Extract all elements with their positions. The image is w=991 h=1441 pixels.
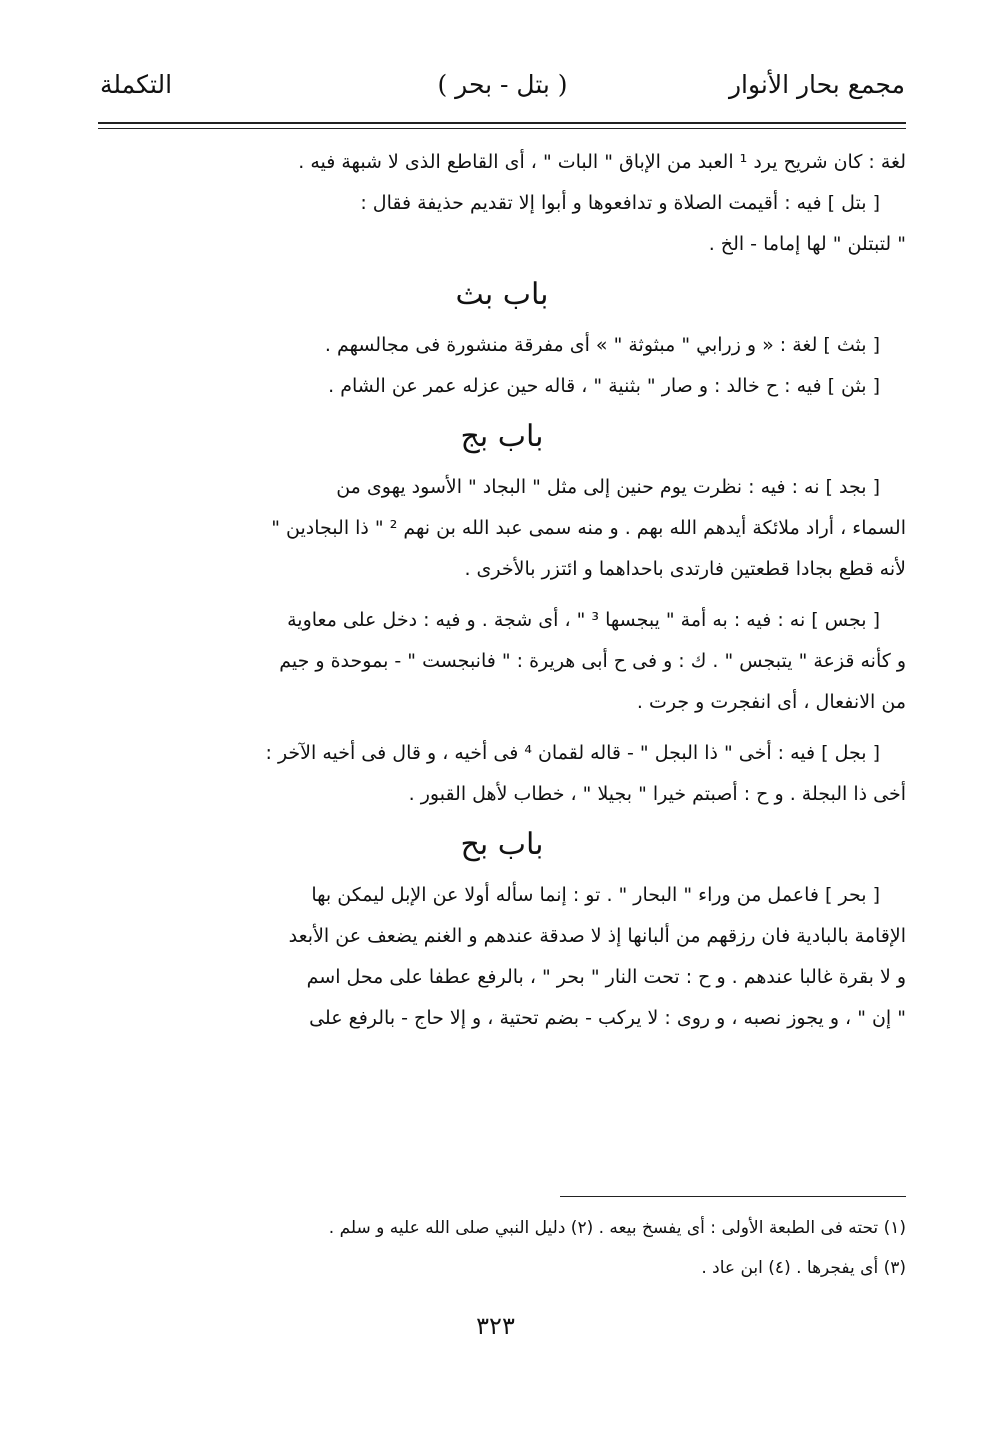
text-line: [ بثن ] فيه : ح خالد : و صار " بثنية " ، قاله حين عزله عمر عن الشام .: [328, 375, 880, 397]
header-rule-thick: [98, 122, 906, 124]
text-line: [ بجد ] نه : فيه : نظرت يوم حنين إلى مثل " البجاد " الأسود يهوى من: [336, 476, 880, 498]
section-heading-bab-baj: باب بج: [460, 419, 544, 454]
footnote-separator: [560, 1196, 906, 1197]
text-line: لغة : كان شريح يرد ¹ العبد من الإباق " البات " ، أى القاطع الذى لا شبهة فيه .: [298, 151, 906, 173]
footnote-line: (٣) أى يفجرها . (٤) ابن عاد .: [701, 1258, 906, 1278]
running-header: [100, 62, 905, 110]
text-line: من الانفعال ، أى انفجرت و جرت .: [636, 691, 906, 713]
footnote-line: (١) تحته فى الطبعة الأولى : أى يفسخ بيعه . (٢) دليل النبي صلى الله عليه و سلم .: [328, 1218, 906, 1238]
text-line: الإقامة بالبادية فان رزقهم من ألبانها إذ لا صدقة عندهم و الغنم يضعف عن الأبعد: [288, 925, 906, 947]
header-rule-thin: [98, 128, 906, 129]
text-line: " إن " ، و يجوز نصبه ، و روى : لا يركب - بضم تحتية ، و إلا حاج - بالرفع على: [309, 1007, 906, 1029]
intro-paragraph: [98, 142, 906, 265]
page-body: [98, 142, 906, 1039]
text-line: [ بتل ] فيه : أقيمت الصلاة و تدافعوها و أبوا إلا تقديم حذيفة فقال :: [360, 192, 880, 214]
bab-bath-entries: [98, 325, 906, 407]
section-heading-bab-bah: باب بح: [460, 827, 544, 862]
text-line: و لا بقرة غالبا عندهم . و ح : تحت النار " بحر " ، بالرفع عطفا على محل اسم: [306, 966, 906, 988]
text-line: أخى ذا البجلة . و ح : أصبتم خيرا " بجيلا " ، خطاب لأهل القبور .: [408, 783, 906, 805]
text-line: لأنه قطع بجادا قطعتين فارتدى باحداهما و ائتزر بالأخرى .: [464, 558, 906, 580]
text-line: [ بحر ] فاعمل من وراء " البحار " . تو : إنما سأله أولا عن الإبل ليمكن بها: [311, 884, 880, 906]
entry-bahr: [98, 875, 906, 1039]
entry-bajl: [98, 733, 906, 815]
text-line: السماء ، أراد ملائكة أيدهم الله بهم . و منه سمى عبد الله بن نهم ² " ذا البجادين ": [271, 517, 906, 539]
text-line: [ بثث ] لغة : « و زرابي " مبثوثة " » أى مفرقة منشورة فى مجالسهم .: [324, 334, 880, 356]
entry-bajd: [98, 467, 906, 590]
header-section-title: التكملة: [100, 70, 173, 99]
text-line: و كأنه قزعة " يتبجس " . ك : و فى ح أبى هريرة : " فانبجست " - بموحدة و جيم: [279, 650, 906, 672]
footnotes: [98, 1208, 906, 1288]
entry-bajs: [98, 600, 906, 723]
text-line: [ بجس ] نه : فيه : به أمة " يبجسها ³ " ، أى شجة . و فيه : دخل على معاوية: [287, 609, 880, 631]
text-line: " لتبتلن " لها إماما - الخ .: [708, 233, 906, 255]
section-heading-bab-bath: باب بث: [455, 277, 549, 312]
header-entry-range: ( بتل - بحر ): [437, 70, 568, 99]
text-line: [ بجل ] فيه : أخى " ذا البجل " - قاله لقمان ⁴ فى أخيه ، و قال فى أخيه الآخر :: [265, 742, 880, 764]
header-book-title: مجمع بحار الأنوار: [728, 70, 905, 99]
page-number: ٣٢٣: [476, 1312, 515, 1340]
